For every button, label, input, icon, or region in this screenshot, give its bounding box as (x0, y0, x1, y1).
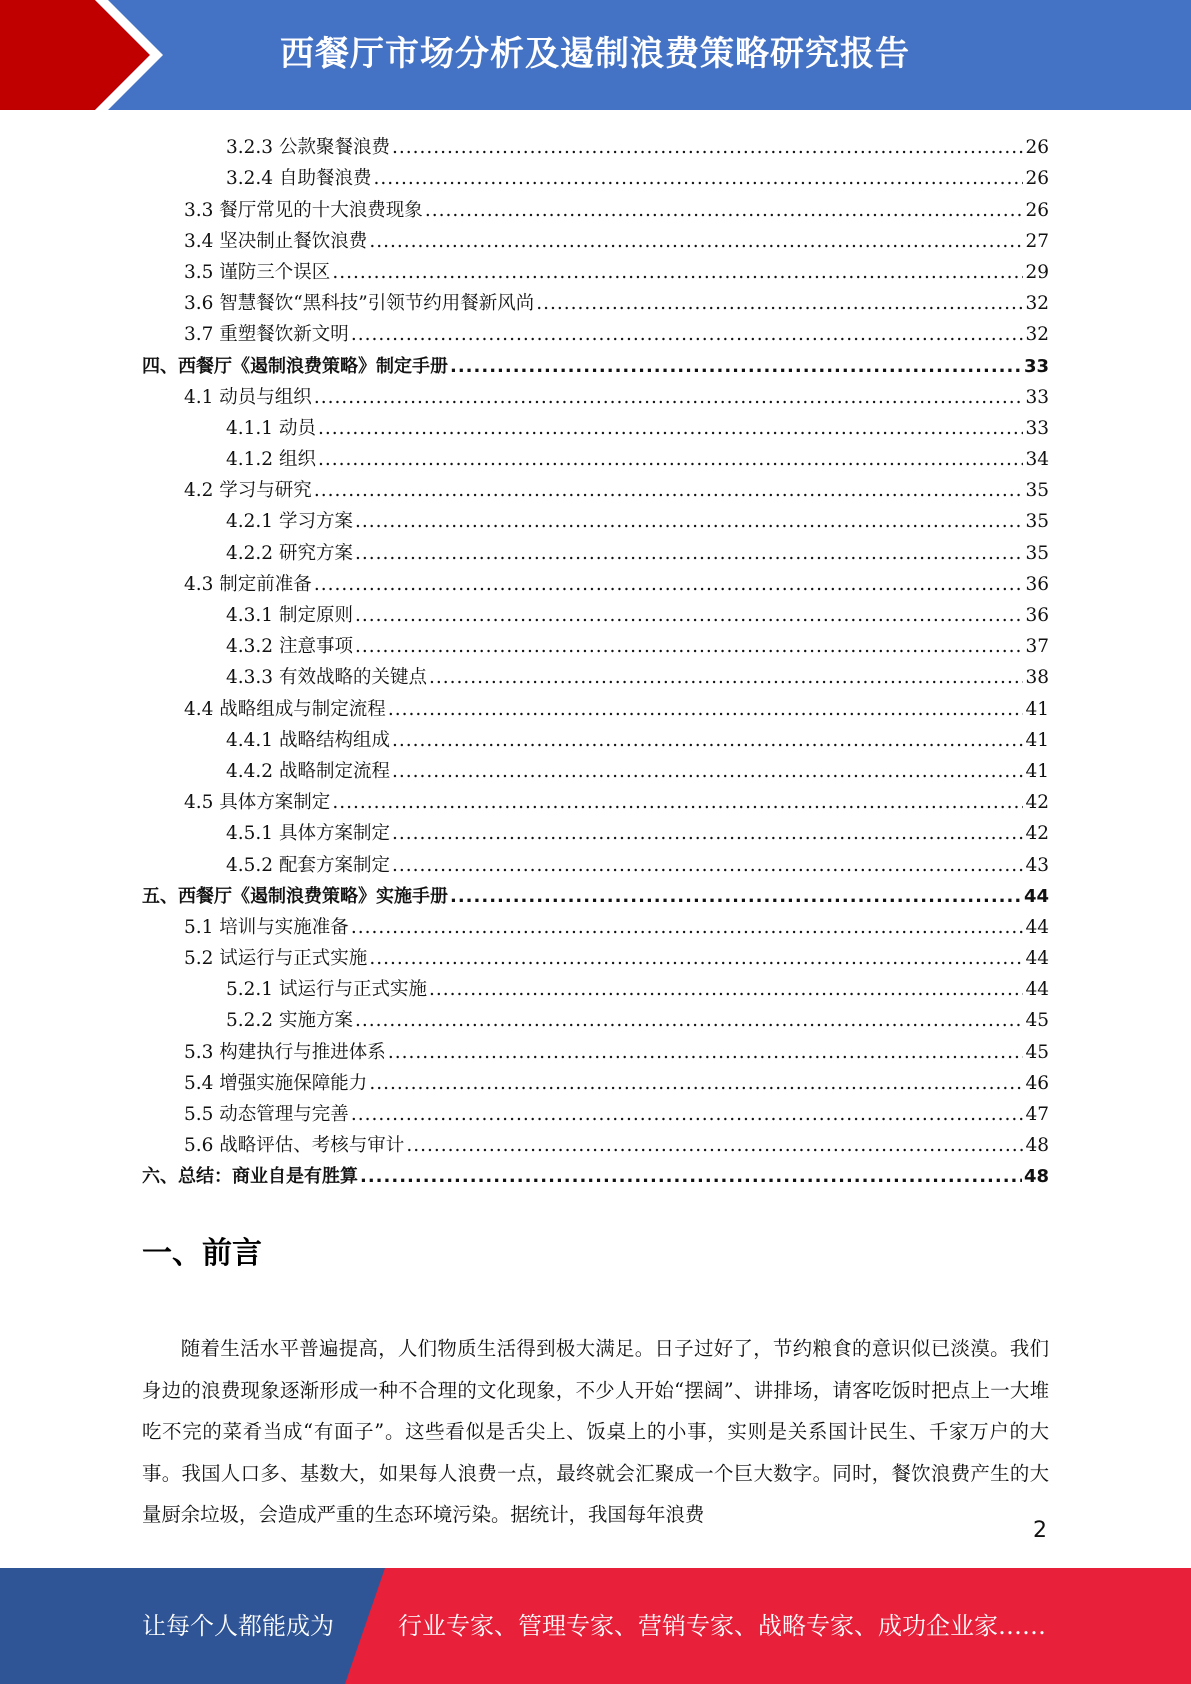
toc-dot-leader (332, 792, 1023, 814)
toc-entry[interactable] (142, 190, 1049, 221)
toc-dot-leader (425, 200, 1024, 222)
section-heading: 一、前言 (142, 1236, 262, 1271)
toc-entry-page: 33 (1025, 417, 1049, 439)
toc-entry-label: 5.2.1 试运行与正式实施 (226, 979, 427, 1001)
toc-entry-page: 37 (1025, 636, 1049, 658)
toc-dot-leader (355, 605, 1024, 627)
toc-entry-label: 五、西餐厅《遏制浪费策略》实施手册 (142, 885, 448, 907)
table-of-contents (142, 128, 1049, 1188)
toc-dot-leader (369, 1073, 1023, 1095)
toc-entry[interactable] (142, 596, 1049, 627)
toc-entry[interactable] (142, 814, 1049, 845)
toc-entry-page: 48 (1023, 1166, 1049, 1188)
toc-dot-leader (369, 231, 1023, 253)
toc-entry[interactable] (142, 1001, 1049, 1032)
toc-entry-label: 3.7 重塑餐饮新文明 (184, 324, 349, 346)
toc-dot-leader (369, 948, 1023, 970)
toc-entry-page: 45 (1025, 1010, 1049, 1032)
toc-entry[interactable] (142, 128, 1049, 159)
toc-dot-leader (373, 168, 1023, 190)
toc-dot-leader (318, 418, 1024, 440)
toc-entry-label: 3.5 谨防三个误区 (184, 261, 331, 283)
toc-entry-label: 四、西餐厅《遏制浪费策略》制定手册 (142, 355, 448, 377)
toc-entry-page: 26 (1025, 199, 1049, 221)
toc-dot-leader (355, 1010, 1024, 1032)
toc-entry-page: 46 (1025, 1072, 1049, 1094)
toc-dot-leader (429, 667, 1023, 689)
report-title: 西餐厅市场分析及遏制浪费策略研究报告 (280, 34, 910, 74)
toc-entry-label: 5.3 构建执行与推进体系 (184, 1041, 386, 1063)
toc-entry-label: 5.2 试运行与正式实施 (184, 948, 368, 970)
toc-entry-label: 4.5 具体方案制定 (184, 792, 331, 814)
page-header (0, 0, 1191, 110)
toc-entry-page: 33 (1023, 355, 1049, 377)
toc-entry-page: 32 (1025, 324, 1049, 346)
toc-entry[interactable] (142, 1157, 1049, 1188)
toc-entry[interactable] (142, 471, 1049, 502)
toc-entry[interactable] (142, 658, 1049, 689)
toc-entry-page: 44 (1023, 885, 1049, 907)
footer-slogan-right: 行业专家、管理专家、营销专家、战略专家、成功企业家…… (398, 1612, 1046, 1640)
toc-entry-label: 4.4 战略组成与制定流程 (184, 698, 386, 720)
toc-entry-label: 4.5.1 具体方案制定 (226, 823, 390, 845)
toc-entry[interactable] (142, 721, 1049, 752)
toc-entry-label: 4.2.1 学习方案 (226, 511, 353, 533)
toc-entry-page: 44 (1025, 916, 1049, 938)
toc-entry[interactable] (142, 222, 1049, 253)
toc-dot-leader (351, 1104, 1024, 1126)
toc-dot-leader (406, 1135, 1023, 1157)
toc-entry-page: 45 (1025, 1041, 1049, 1063)
toc-dot-leader (314, 574, 1024, 596)
toc-entry-label: 5.5 动态管理与完善 (184, 1104, 349, 1125)
toc-dot-leader (392, 855, 1023, 877)
toc-entry-label: 4.1 动员与组织 (184, 386, 312, 408)
toc-dot-leader (392, 823, 1023, 845)
toc-entry-label: 4.2.2 研究方案 (226, 542, 353, 564)
toc-entry-label: 4.3.1 制定原则 (226, 605, 353, 626)
header-red-chevron (0, 0, 150, 110)
toc-entry-page: 41 (1025, 698, 1049, 720)
toc-dot-leader (314, 480, 1024, 502)
toc-entry[interactable] (142, 346, 1049, 377)
toc-entry-page: 26 (1025, 168, 1049, 190)
toc-dot-leader (392, 761, 1023, 783)
footer-slogan-left: 让每个人都能成为 (142, 1612, 334, 1640)
toc-entry-label: 3.2.4 自助餐浪费 (226, 168, 372, 190)
toc-entry-label: 5.6 战略评估、考核与审计 (184, 1135, 405, 1157)
toc-dot-leader (318, 449, 1024, 471)
toc-entry-label: 5.1 培训与实施准备 (184, 916, 349, 938)
toc-entry-label: 3.4 坚决制止餐饮浪费 (184, 230, 368, 252)
toc-dot-leader (450, 356, 1022, 378)
toc-entry[interactable] (142, 689, 1049, 720)
toc-entry-label: 4.2 学习与研究 (184, 480, 312, 502)
toc-entry-page: 42 (1025, 792, 1049, 814)
toc-entry[interactable] (142, 315, 1049, 346)
body-paragraph: 随着生活水平普遍提高，人们物质生活得到极大满足。日子过好了，节约粮食的意识似已淡漠。我们身边的浪费现象逐渐形成一种不合理的文化现象，不少人开始“摆阔”、讲排场，请客吃饭时把点上一大堆吃不完的菜肴当成“有面子”。这些看似是舌尖上、饭桌上的小事，实则是关系国计民生、千家万户的大事。我国人口多、基数大，如果每人浪费一点，最终就会汇聚成一个巨大数字。同时，餐饮浪费产生的大量厨余垃圾，会造成严重的生态环境污染。据统计，我国每年浪费 (142, 1337, 1049, 1527)
toc-entry-label: 3.2.3 公款聚餐浪费 (226, 137, 390, 159)
toc-dot-leader (388, 699, 1024, 721)
toc-entry[interactable] (142, 1064, 1049, 1095)
toc-entry-label: 4.4.2 战略制定流程 (226, 760, 390, 782)
toc-entry-page: 47 (1025, 1104, 1049, 1125)
toc-entry[interactable] (142, 1126, 1049, 1157)
toc-dot-leader (355, 636, 1024, 658)
toc-entry-page: 33 (1025, 386, 1049, 408)
toc-entry-page: 34 (1025, 449, 1049, 471)
toc-entry[interactable] (142, 783, 1049, 814)
toc-entry-label: 5.2.2 实施方案 (226, 1010, 353, 1032)
toc-entry[interactable] (142, 159, 1049, 190)
toc-entry-page: 27 (1025, 230, 1049, 252)
toc-entry-page: 44 (1025, 979, 1049, 1001)
toc-entry[interactable] (142, 627, 1049, 658)
toc-entry[interactable] (142, 877, 1049, 908)
toc-dot-leader (351, 917, 1024, 939)
toc-dot-leader (332, 262, 1023, 284)
toc-entry[interactable] (142, 284, 1049, 315)
toc-dot-leader (351, 324, 1024, 346)
toc-entry-page: 35 (1025, 542, 1049, 564)
toc-entry[interactable] (142, 565, 1049, 596)
toc-dot-leader (450, 886, 1022, 908)
toc-entry-label: 4.5.2 配套方案制定 (226, 854, 390, 876)
toc-entry[interactable] (142, 533, 1049, 564)
toc-dot-leader (392, 137, 1023, 159)
toc-entry[interactable] (142, 908, 1049, 939)
toc-entry[interactable] (142, 378, 1049, 409)
toc-entry-label: 4.1.2 组织 (226, 449, 316, 471)
toc-entry[interactable] (142, 440, 1049, 471)
page-number: 2 (1033, 1518, 1047, 1543)
toc-entry[interactable] (142, 845, 1049, 876)
toc-entry-label: 3.6 智慧餐饮“黑科技”引领节约用餐新风尚 (184, 293, 535, 315)
toc-dot-leader (392, 730, 1023, 752)
toc-entry-label: 4.3.3 有效战略的关键点 (226, 667, 427, 689)
toc-entry-page: 44 (1025, 948, 1049, 970)
toc-dot-leader (355, 543, 1024, 565)
toc-entry-page: 42 (1025, 823, 1049, 845)
toc-dot-leader (536, 293, 1023, 315)
toc-entry[interactable] (142, 1032, 1049, 1063)
toc-dot-leader (314, 387, 1024, 409)
page-footer (0, 1568, 1191, 1684)
toc-entry-label: 4.3 制定前准备 (184, 573, 312, 595)
toc-entry[interactable] (142, 409, 1049, 440)
toc-dot-leader (355, 511, 1024, 533)
toc-entry-label: 4.3.2 注意事项 (226, 636, 353, 658)
toc-dot-leader (429, 979, 1023, 1001)
toc-entry-label: 4.1.1 动员 (226, 417, 316, 439)
toc-dot-leader (388, 1042, 1024, 1064)
toc-entry-page: 41 (1025, 729, 1049, 751)
toc-entry-page: 36 (1025, 605, 1049, 626)
toc-entry-page: 26 (1025, 137, 1049, 159)
toc-entry[interactable] (142, 939, 1049, 970)
toc-entry-label: 5.4 增强实施保障能力 (184, 1072, 368, 1094)
toc-entry[interactable] (142, 253, 1049, 284)
toc-entry-page: 36 (1025, 573, 1049, 595)
toc-entry-page: 38 (1025, 667, 1049, 689)
toc-entry-label: 六、总结：商业自是有胜算 (142, 1166, 358, 1188)
toc-entry-page: 29 (1025, 261, 1049, 283)
toc-entry[interactable] (142, 502, 1049, 533)
toc-entry-page: 35 (1025, 480, 1049, 502)
toc-entry-label: 4.4.1 战略结构组成 (226, 729, 390, 751)
toc-entry[interactable] (142, 752, 1049, 783)
toc-entry-page: 35 (1025, 511, 1049, 533)
toc-entry-label: 3.3 餐厅常见的十大浪费现象 (184, 199, 423, 221)
toc-entry[interactable] (142, 970, 1049, 1001)
toc-dot-leader (360, 1166, 1022, 1188)
toc-entry-page: 43 (1025, 854, 1049, 876)
toc-entry-page: 32 (1025, 293, 1049, 315)
toc-entry[interactable] (142, 1095, 1049, 1126)
toc-entry-page: 41 (1025, 760, 1049, 782)
toc-entry-page: 48 (1025, 1135, 1049, 1157)
